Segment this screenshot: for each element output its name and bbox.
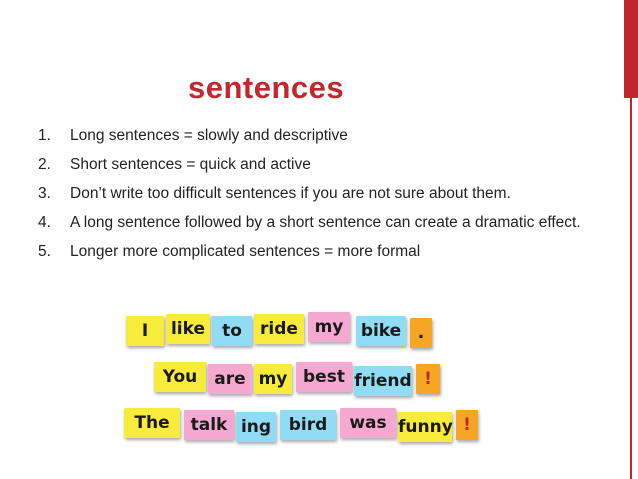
word-card: are [208, 364, 252, 394]
accent-bar [624, 0, 638, 98]
word-card: bike [356, 316, 406, 346]
word-card: ! [456, 410, 478, 440]
list-number: 5. [38, 243, 51, 260]
word-card: I [126, 316, 164, 346]
word-card: was [340, 408, 396, 438]
sentence-tips-list [38, 126, 598, 271]
list-item [38, 184, 598, 203]
list-text: A long sentence followed by a short sentence can create a dramatic effect. [70, 214, 581, 231]
right-border-rule [630, 98, 632, 479]
word-card: . [410, 318, 432, 348]
word-card: ! [416, 364, 440, 394]
word-card: The [124, 408, 180, 438]
list-text: Don’t write too difficult sentences if you are not sure about them. [70, 185, 511, 202]
list-number: 1. [38, 127, 51, 144]
word-card: ing [236, 412, 276, 442]
list-item [38, 242, 598, 261]
word-card: like [166, 314, 210, 344]
list-number: 3. [38, 185, 51, 202]
list-text: Longer more complicated sentences = more formal [70, 243, 421, 260]
list-item [38, 126, 598, 145]
word-card: bird [280, 410, 336, 440]
list-number: 2. [38, 156, 51, 173]
list-text: Long sentences = slowly and descriptive [70, 127, 348, 144]
word-card: You [154, 362, 206, 392]
list-text: Short sentences = quick and active [70, 156, 311, 173]
word-card: talk [184, 410, 234, 440]
list-item [38, 213, 598, 232]
word-card: best [296, 362, 352, 392]
word-card: my [254, 364, 292, 394]
word-card: to [212, 316, 252, 346]
list-item [38, 155, 598, 174]
word-card: friend [354, 366, 412, 396]
word-card: ride [254, 314, 304, 344]
slide-title: sentences [188, 70, 345, 105]
word-card: my [308, 312, 350, 342]
word-card: funny [398, 412, 452, 442]
list-number: 4. [38, 214, 51, 231]
